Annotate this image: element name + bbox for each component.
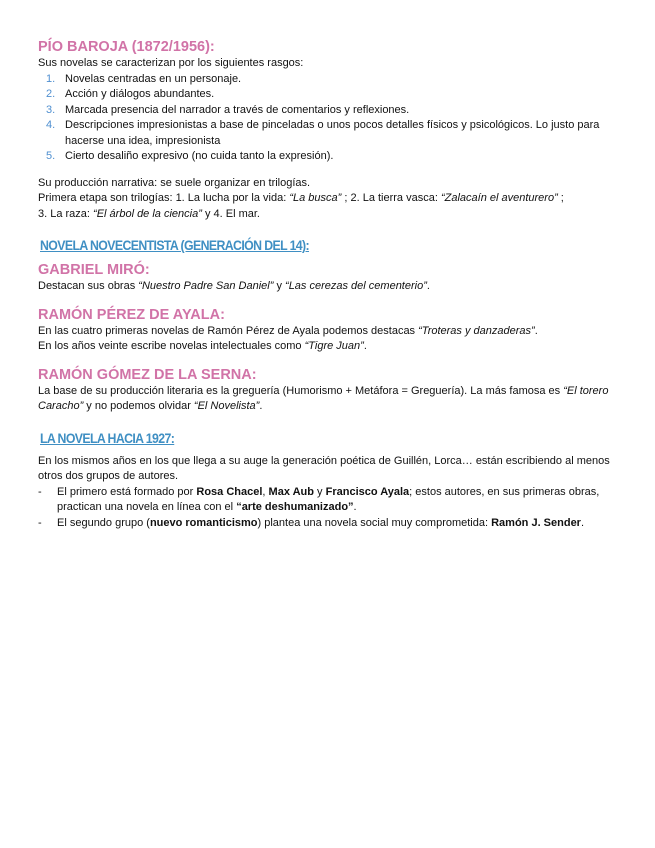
author-name: Rosa Chacel [196,485,263,498]
body-text: y no podemos olvidar [83,400,194,412]
production-text: ; 2. La tierra vasca: [341,192,441,204]
production-text: y 4. El mar. [201,207,260,220]
list-item [38,149,615,165]
body-text: ; estos autores, en sus primeras obras, practican una novela en línea con el [57,485,600,513]
heading-ramon-gomez-de-la-serna: RAMÓN GÓMEZ DE LA SERNA: [38,366,257,383]
gomez-text [38,384,615,415]
body-text: . [580,516,585,529]
ayala-text [38,324,615,355]
body-text: . [259,400,263,412]
body-text: . [363,340,367,352]
miro-text [38,279,615,295]
body-text: , [262,485,269,498]
work-title: “Tigre Juan” [304,340,364,352]
body-text: El segundo grupo ( [57,516,150,529]
list-item-text: Marcada presencia del narrador a través de comentarios y reflexiones. [65,103,410,116]
production-text: ; [557,192,564,204]
list-number: 2. [46,88,56,100]
list-item-text: Acción y diálogos abundantes. [65,88,215,100]
production-line: Su producción narrativa: se suele organizar en trilogías. [38,176,311,189]
author-name: Ramón J. Sender [491,516,581,529]
body-text: Destacan sus obras [38,280,139,292]
baroja-traits-list [38,72,615,165]
key-term: nuevo romanticismo [149,516,258,529]
work-title: “El árbol de la ciencia” [93,207,202,220]
key-term: “arte deshumanizado” [236,501,354,513]
work-title: “Las cerezas del cementerio” [285,280,427,292]
list-item [38,72,615,88]
list-item [38,516,615,532]
heading-la-novela-hacia-1927: LA NOVELA HACIA 1927: [40,429,175,446]
novela1927-intro: En los mismos años en los que llega a su auge la generación poética de Guillén, Lorca… están escribiendo al menos otros dos grupos de autores. [38,454,610,482]
work-title: “El Novelista” [193,400,260,412]
work-title: “El torero Caracho” [38,384,609,412]
heading-novela-novecentista: NOVELA NOVECENTISTA (GENERACIÓN DEL 14): [40,237,310,253]
list-number: 5. [46,150,56,162]
dash-bullet: - [38,485,42,498]
list-number: 4. [46,119,56,131]
heading-ramon-perez-de-ayala: RAMÓN PÉREZ DE AYALA: [38,306,225,323]
work-title: “La busca” [289,192,342,204]
production-text: Primera etapa son trilogías: 1. La lucha por la vida: [38,192,290,204]
dash-bullet: - [38,516,42,529]
list-item-text: Descripciones impresionistas a base de pinceladas o unos pocos detalles físicos y psicológicos. Lo justo para hacerse una idea, impresionista [65,119,600,147]
list-item [38,118,615,149]
baroja-intro: Sus novelas se caracterizan por los siguientes rasgos: [38,57,304,69]
list-item-text: Cierto desaliño expresivo (no cuida tanto la expresión). [65,150,334,162]
body-text: En los años veinte escribe novelas intelectuales como [38,340,305,352]
novela1927-groups-list [38,485,615,532]
body-text: y [273,280,286,292]
list-item [38,87,615,103]
heading-pio-baroja: PÍO BAROJA (1872/1956): [38,39,215,55]
body-text: y [313,485,326,498]
list-item [38,103,615,119]
body-text: La base de su producción literaria es la greguería (Humorismo + Metáfora = Greguería). La más famosa es [38,384,564,397]
work-title: “Nuestro Padre San Daniel” [138,280,274,292]
heading-gabriel-miro: GABRIEL MIRÓ: [38,262,150,278]
author-name: Max Aub [268,485,314,498]
list-item-text: Novelas centradas en un personaje. [65,72,242,85]
body-text: En las cuatro primeras novelas de Ramón Pérez de Ayala podemos destacas [38,324,419,337]
list-number: 1. [46,72,56,85]
body-text: . [426,280,430,292]
work-title: “Troteras y danzaderas” [418,324,535,337]
work-title: “Zalacaín el aventurero” [440,192,558,204]
list-item [38,485,615,516]
author-name: Francisco Ayala [325,485,410,498]
baroja-production [38,176,615,223]
production-text: 3. La raza: [38,207,94,220]
list-number: 3. [46,103,56,116]
body-text: . [353,501,357,513]
body-text: ) plantea una novela social muy comprometida: [257,516,492,529]
body-text: El primero está formado por [57,485,197,498]
body-text: . [534,324,538,337]
